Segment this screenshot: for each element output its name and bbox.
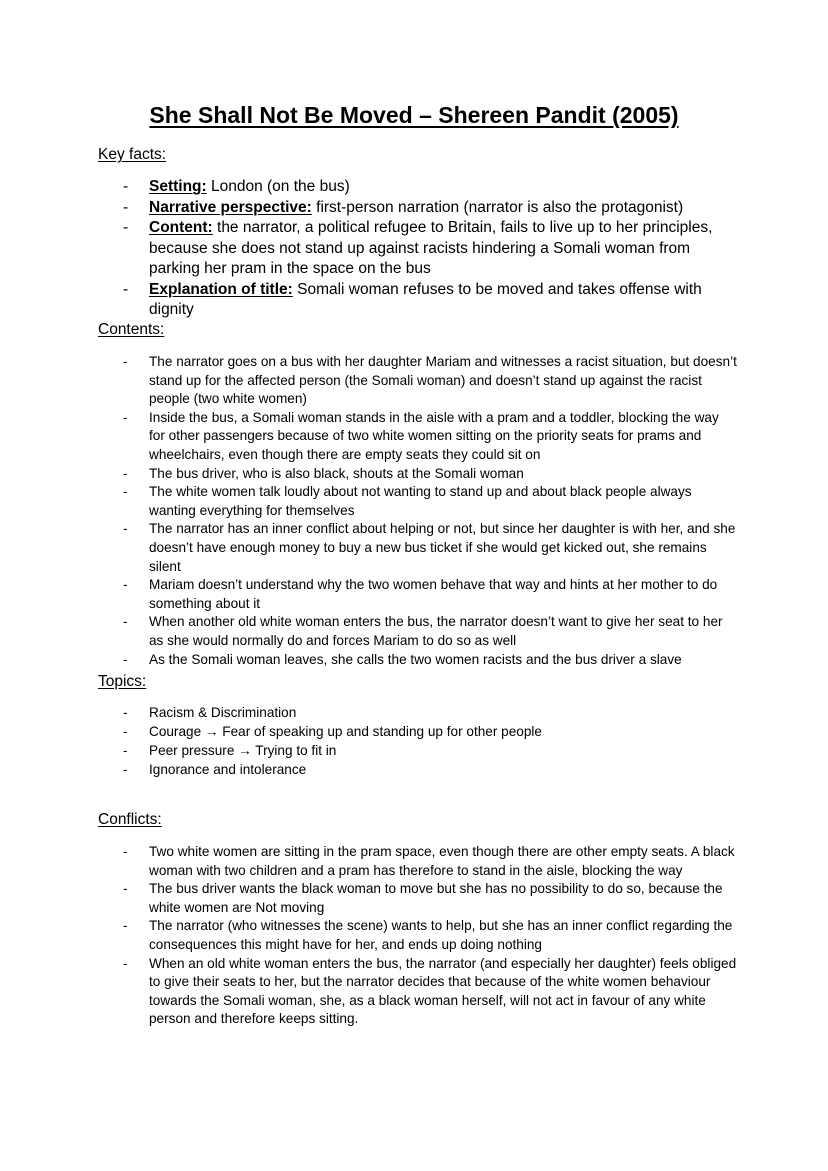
contents-item <box>0 409 828 465</box>
contents-item-text: The bus driver, who is also black, shouts at the Somali woman <box>149 465 524 481</box>
topic-item <box>0 741 828 760</box>
bullet-dash: - <box>123 219 129 236</box>
bullet-dash: - <box>123 651 128 667</box>
bullet-dash: - <box>123 484 128 500</box>
contents-item <box>0 353 828 409</box>
bullet-dash: - <box>123 743 128 758</box>
key-facts-list <box>0 177 828 321</box>
bullet-dash: - <box>123 705 128 720</box>
key-facts-heading: Key facts: <box>98 146 167 163</box>
conflicts-heading: Conflicts: <box>98 811 162 828</box>
conflict-item <box>0 917 828 954</box>
conflict-item-text: The bus driver wants the black woman to move but she has no possibility to do so, because the white women are Not moving <box>149 881 723 915</box>
topic-item-text: Peer pressure → Trying to fit in <box>149 743 337 758</box>
conflict-item-text: When an old white woman enters the bus, the narrator (and especially her daughter) feels obliged to give their seats to her, but the narrator decides that because of the white women behaviour towards the Somali woman, she, as a black woman herself, will not act in favour of any white person and therefore keeps sitting. <box>149 955 737 1027</box>
conflict-item <box>0 843 828 880</box>
document-title: She Shall Not Be Moved – Shereen Pandit (2005) <box>149 102 679 128</box>
bullet-dash: - <box>123 918 128 934</box>
bullet-dash: - <box>123 844 128 859</box>
conflict-item <box>0 955 828 1029</box>
key-fact-text: Somali woman refuses to be moved and takes offense with dignity <box>149 280 702 318</box>
key-fact-text: the narrator, a political refugee to Britain, fails to live up to her principles, because she does not stand up against racists hindering a Somali woman from parking her pram in the space on the bus <box>149 219 713 277</box>
bullet-dash: - <box>123 762 128 777</box>
topics-heading: Topics: <box>98 673 147 690</box>
bullet-dash: - <box>123 521 128 537</box>
bullet-dash: - <box>123 881 128 897</box>
conflict-item-text: Two white women are sitting in the pram space, even though there are other empty seats. A black woman with two children and a pram has therefore to stand in the aisle, blocking the way <box>149 844 735 878</box>
key-fact-label: Explanation of title: <box>149 280 293 298</box>
contents-item-text: The white women talk loudly about not wanting to stand up and about black people always wanting everything for themselves <box>149 484 692 518</box>
contents-item <box>0 465 828 484</box>
bullet-dash: - <box>123 198 129 216</box>
key-fact-text: first-person narration (narrator is also the protagonist) <box>311 198 684 216</box>
key-fact-item <box>0 280 828 321</box>
bullet-dash: - <box>123 280 129 298</box>
bullet-dash: - <box>123 577 128 593</box>
contents-item <box>0 520 828 576</box>
bullet-dash: - <box>123 354 128 369</box>
contents-item-text: The narrator has an inner conflict about helping or not, but since her daughter is with her, and she doesn’t have enough money to buy a new bus ticket if she would get kicked out, she remains silent <box>149 521 736 574</box>
topics-list <box>0 703 828 779</box>
conflicts-list <box>0 843 828 1029</box>
contents-item <box>0 576 828 613</box>
topic-item <box>0 703 828 722</box>
key-fact-item <box>0 177 828 198</box>
contents-item-text: Mariam doesn’t understand why the two women behave that way and hints at her mother to do something about it <box>149 577 718 611</box>
contents-item-text: The narrator goes on a bus with her daughter Mariam and witnesses a racist situation, but doesn’t stand up for the affected person (the Somali woman) and doesn’t stand up against the racist people (two white women) <box>149 354 737 407</box>
conflict-item-text: The narrator (who witnesses the scene) wants to help, but she has an inner conflict regarding the consequences this might have for her, and ends up doing nothing <box>149 918 733 952</box>
key-fact-label: Setting: <box>149 178 207 195</box>
conflict-item <box>0 880 828 917</box>
bullet-dash: - <box>123 409 128 425</box>
bullet-dash: - <box>123 465 128 481</box>
key-fact-item <box>0 198 828 219</box>
topic-item <box>0 722 828 741</box>
topic-item-text: Courage → Fear of speaking up and standing up for other people <box>149 724 542 739</box>
contents-list <box>0 353 828 669</box>
contents-item <box>0 651 828 670</box>
contents-item-text: When another old white woman enters the bus, the narrator doesn’t want to give her seat to her as she would normally do and forces Mariam to do so as well <box>149 614 723 648</box>
bullet-dash: - <box>123 955 128 971</box>
contents-item-text: Inside the bus, a Somali woman stands in the aisle with a pram and a toddler, blocking the way for other passengers because of two white women sitting on the priority seats for prams and wheelchairs, even though there are empty seats they could sit on <box>149 409 719 462</box>
topic-item-text: Ignorance and intolerance <box>149 762 307 777</box>
contents-item <box>0 613 828 650</box>
bullet-dash: - <box>123 724 128 739</box>
contents-heading: Contents: <box>98 321 165 338</box>
key-fact-text: London (on the bus) <box>206 178 350 195</box>
key-fact-item <box>0 218 828 280</box>
topic-item-text: Racism & Discrimination <box>149 705 297 720</box>
bullet-dash: - <box>123 178 129 195</box>
topic-item <box>0 760 828 779</box>
key-fact-label: Content: <box>149 219 213 236</box>
bullet-dash: - <box>123 614 128 630</box>
contents-item-text: As the Somali woman leaves, she calls the two women racists and the bus driver a slave <box>149 651 682 667</box>
contents-item <box>0 483 828 520</box>
key-fact-label: Narrative perspective: <box>149 198 312 216</box>
